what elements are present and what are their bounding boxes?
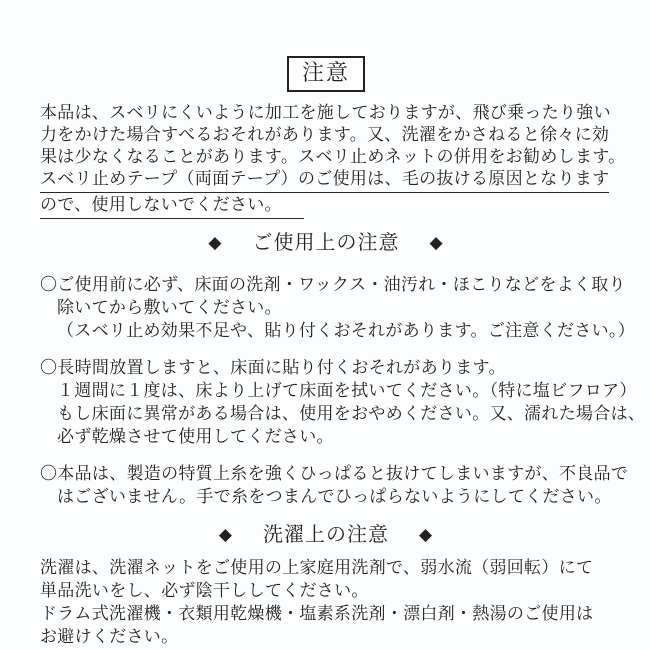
washing-line: ドラム式洗濯機・衣類用乾燥機・塩素系洗剤・漂白剤・熱湯のご使用は bbox=[40, 604, 594, 623]
bullet-line: （スベリ止め効果不足や、貼り付くおそれがあります。ご注意ください。） bbox=[57, 321, 635, 340]
diamond-icon: ◆ bbox=[419, 525, 434, 544]
underlined-warning-text: ので、使用しないでください。 bbox=[40, 194, 304, 219]
section-heading-usage-label: ご使用上の注意 bbox=[252, 232, 400, 254]
washing-line: 洗濯は、洗濯ネットをご使用の上家庭用洗剤で、弱水流（弱回転）にて bbox=[40, 558, 594, 577]
section-heading-washing bbox=[40, 522, 612, 548]
usage-bullet-item bbox=[40, 356, 646, 448]
bullet-line: 〇本品は、製造の特質上糸を強くひっぱると抜けてしまいますが、不良品で bbox=[40, 464, 629, 483]
bullet-line: 〇ご使用前に必ず、床面の洗剤・ワックス・油汚れ・ほこりなどをよく取り bbox=[40, 275, 626, 294]
diamond-icon: ◆ bbox=[429, 233, 444, 252]
intro-underlined-line bbox=[40, 194, 612, 220]
diamond-icon: ◆ bbox=[208, 233, 223, 252]
underlined-warning-text: スベリ止めテープ（両面テープ）のご使用は、毛の抜ける原因となります bbox=[40, 168, 609, 193]
bullet-line: 〇長時間放置しますと、床面に貼り付くおそれがあります。 bbox=[40, 358, 506, 377]
page-title-text: 注意 bbox=[301, 60, 350, 85]
intro-underlined-line bbox=[40, 168, 612, 194]
bullet-line: １週間に１度は、床より上げて床面を拭いてください。（特に塩ビフロア） bbox=[57, 381, 637, 400]
usage-bullet-item bbox=[40, 273, 635, 342]
bullet-line: 除いてから敷いてください。 bbox=[57, 298, 282, 317]
section-heading-washing-label: 洗濯上の注意 bbox=[263, 524, 389, 546]
bullet-line: はございません。手で糸をつまんでひっぱらないようにしてください。 bbox=[57, 487, 612, 506]
washing-line: 単品洗いをし、必ず陰干ししてください。 bbox=[40, 581, 369, 600]
section-heading-usage bbox=[40, 230, 612, 256]
usage-bullet-item bbox=[40, 462, 629, 508]
page-title bbox=[287, 56, 365, 92]
intro-line: 果は少なくなることがあります。スベリ止めネットの併用をお勧めします。 bbox=[40, 147, 626, 166]
label-content bbox=[40, 56, 646, 648]
washing-line: お避けください。 bbox=[40, 627, 179, 646]
intro-line: 本品は、スベリにくいように加工を施しておりますが、飛び乗ったり強い bbox=[40, 103, 611, 122]
washing-paragraph bbox=[40, 556, 612, 648]
bullet-line: 必ず乾燥させて使用してください。 bbox=[57, 427, 334, 446]
intro-paragraph bbox=[40, 102, 626, 220]
diamond-icon: ◆ bbox=[218, 525, 233, 544]
bullet-line: もし床面に異常がある場合は、使用をおやめください。又、濡れた場合は、 bbox=[57, 404, 646, 423]
intro-line: 力をかけた場合すべるおそれがあります。又、洗濯をかさねると徐々に効 bbox=[40, 125, 610, 144]
